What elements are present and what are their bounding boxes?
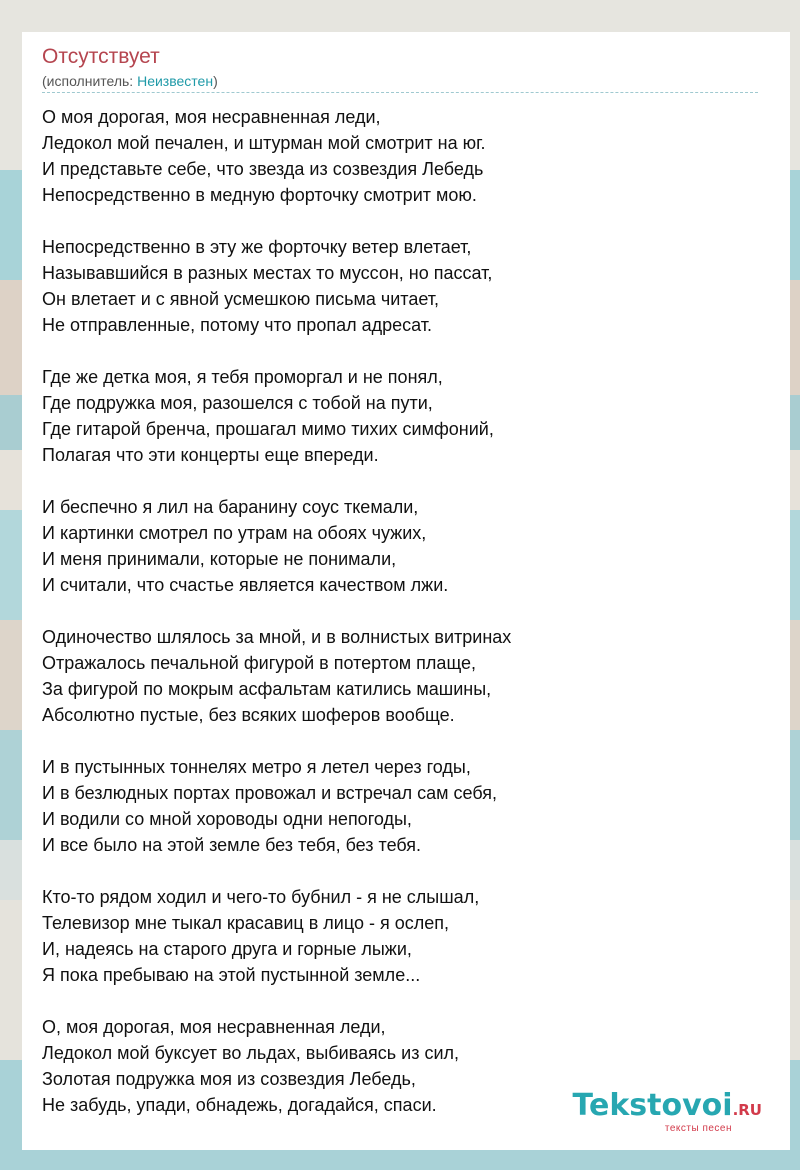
lyric-line: Где же детка моя, я тебя проморгал и не понял, bbox=[42, 367, 443, 387]
lyric-line: Отражалось печальной фигурой в потертом плаще, bbox=[42, 653, 477, 673]
lyric-line: И в безлюдных портах провожал и встречал сам себя, bbox=[42, 783, 498, 803]
lyric-line: Телевизор мне тыкал красавиц в лицо - я ослеп, bbox=[42, 913, 449, 933]
lyric-line: За фигурой по мокрым асфальтам катились машины, bbox=[42, 679, 492, 699]
lyric-line: Называвшийся в разных местах то муссон, но пассат, bbox=[42, 263, 493, 283]
lyric-line: Не отправленные, потому что пропал адресат. bbox=[42, 315, 432, 335]
lyric-line: И представьте себе, что звезда из созвездия Лебедь bbox=[42, 159, 484, 179]
performer-line bbox=[42, 72, 218, 90]
site-logo[interactable] bbox=[573, 1090, 762, 1134]
stanza bbox=[42, 364, 762, 468]
performer-suffix: ) bbox=[213, 73, 218, 89]
stanza bbox=[42, 104, 762, 208]
lyric-line: И водили со мной хороводы одни непогоды, bbox=[42, 809, 412, 829]
lyric-line: И считали, что счастье является качеством лжи. bbox=[42, 575, 449, 595]
lyric-line: И картинки смотрел по утрам на обоях чужих, bbox=[42, 523, 427, 543]
artist-link[interactable]: Неизвестен bbox=[137, 73, 214, 89]
stanza bbox=[42, 884, 762, 988]
lyric-line: Ледокол мой буксует во льдах, выбиваясь из сил, bbox=[42, 1043, 460, 1063]
lyric-line: И, надеясь на старого друга и горные лыжи, bbox=[42, 939, 412, 959]
lyric-line: И меня принимали, которые не понимали, bbox=[42, 549, 397, 569]
song-title: Отсутствует bbox=[42, 45, 160, 68]
lyric-line: Он влетает и с явной усмешкою письма читает, bbox=[42, 289, 440, 309]
lyric-line: И в пустынных тоннелях метро я летел через годы, bbox=[42, 757, 471, 777]
lyric-line: Где гитарой бренча, прошагал мимо тихих симфоний, bbox=[42, 419, 494, 439]
stanza bbox=[42, 624, 762, 728]
lyric-line: Кто-то рядом ходил и чего-то бубнил - я не слышал, bbox=[42, 887, 480, 907]
lyric-line: Я пока пребываю на этой пустынной земле... bbox=[42, 965, 421, 985]
performer-prefix: (исполнитель: bbox=[42, 73, 138, 89]
logo-tld: .RU bbox=[732, 1101, 762, 1119]
lyric-line: Одиночество шлялось за мной, и в волнистых витринах bbox=[42, 627, 512, 647]
lyrics-card bbox=[22, 32, 790, 1150]
lyric-line: О, моя дорогая, моя несравненная леди, bbox=[42, 1017, 386, 1037]
lyric-line: Полагая что эти концерты еще впереди. bbox=[42, 445, 379, 465]
lyric-line: Не забудь, упади, обнадежь, догадайся, спаси. bbox=[42, 1095, 437, 1115]
lyric-line: Абсолютно пустые, без всяких шоферов вообще. bbox=[42, 705, 455, 725]
lyric-line: Золотая подружка моя из созвездия Лебедь, bbox=[42, 1069, 416, 1089]
logo-name: Tekstovoi bbox=[572, 1088, 733, 1123]
lyric-line: И беспечно я лил на баранину соус ткемали, bbox=[42, 497, 419, 517]
dashed-divider bbox=[42, 92, 758, 93]
lyric-line: И все было на этой земле без тебя, без тебя. bbox=[42, 835, 422, 855]
lyric-line: Непосредственно в медную форточку смотрит мою. bbox=[42, 185, 477, 205]
stanza bbox=[42, 754, 762, 858]
logo-tagline: тексты песен bbox=[664, 1123, 732, 1134]
lyric-line: Ледокол мой печален, и штурман мой смотрит на юг. bbox=[42, 133, 486, 153]
lyric-line: Непосредственно в эту же форточку ветер влетает, bbox=[42, 237, 472, 257]
lyric-line: О моя дорогая, моя несравненная леди, bbox=[42, 107, 381, 127]
lyric-line: Где подружка моя, разошелся с тобой на пути, bbox=[42, 393, 433, 413]
stanza bbox=[42, 234, 762, 338]
lyrics-text bbox=[42, 104, 762, 1144]
stanza bbox=[42, 494, 762, 598]
